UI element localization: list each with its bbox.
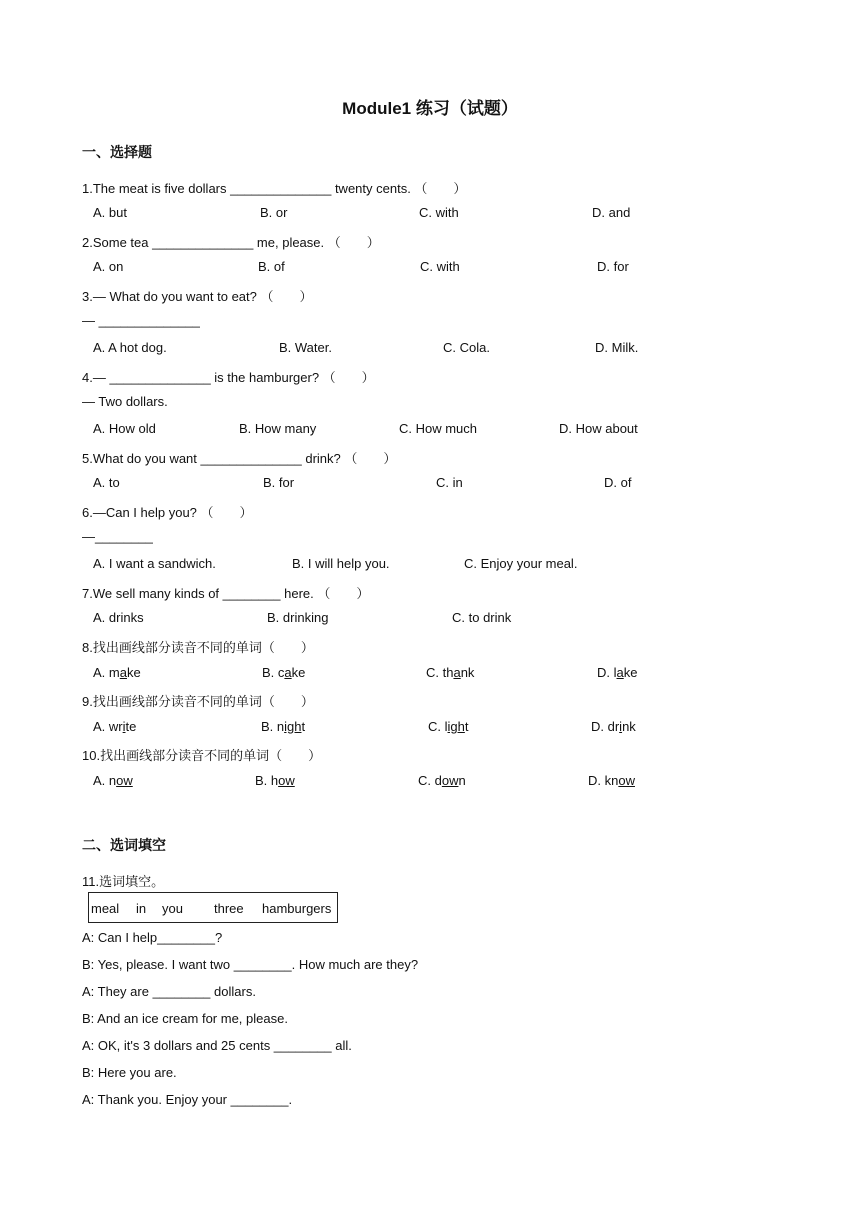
dialogue-line: A: They are ________ dollars. (82, 984, 256, 999)
question-7-stem: 7.We sell many kinds of ________ here. （ ） (82, 586, 370, 601)
question-5-option-d: D. of (604, 475, 632, 490)
question-10-option-a: A. now (93, 773, 133, 788)
question-10-option-c: C. down (418, 773, 466, 788)
question-9-option-b: B. night (261, 719, 306, 734)
word-bank-word: meal (91, 901, 120, 916)
question-6-option-a: A. I want a sandwich. (93, 556, 216, 571)
question-8-option-b: B. cake (262, 665, 306, 680)
question-10-option-d: D. know (588, 773, 635, 788)
question-1-option-b: B. or (260, 205, 288, 220)
question-9-option-d: D. drink (591, 719, 636, 734)
word-bank-word: you (162, 901, 183, 916)
dialogue-line: B: And an ice cream for me, please. (82, 1011, 288, 1026)
question-9-option-c: C. light (428, 719, 469, 734)
question-2-option-c: C. with (420, 259, 460, 274)
question-2-stem: 2.Some tea ______________ me, please. （ ） (82, 235, 380, 250)
question-7-option-b: B. drinking (267, 610, 329, 625)
question-1-option-a: A. but (93, 205, 127, 220)
dialogue-line: B: Here you are. (82, 1065, 177, 1080)
question-11-stem: 11.选词填空。 (82, 874, 165, 889)
question-1-option-c: C. with (419, 205, 459, 220)
word-bank-word: three (214, 901, 244, 916)
question-5-stem: 5.What do you want ______________ drink? （ ） (82, 451, 397, 466)
question-4-option-d: D. How about (559, 421, 638, 436)
word-bank-word: in (136, 901, 147, 916)
question-2-option-d: D. for (597, 259, 629, 274)
question-8-option-d: D. lake (597, 665, 638, 680)
section-heading-choice: 一、选择题 (82, 144, 152, 160)
question-10-stem: 10.找出画线部分读音不同的单词（ ） (82, 748, 322, 763)
question-4-stem: 4.— ______________ is the hamburger? （ ） (82, 370, 375, 385)
question-5-option-c: C. in (436, 475, 463, 490)
question-6-option-b: B. I will help you. (292, 556, 390, 571)
question-8-option-c: C. thank (426, 665, 475, 680)
question-3-option-c: C. Cola. (443, 340, 490, 355)
question-5-option-a: A. to (93, 475, 120, 490)
question-6-stem: 6.—Can I help you? （ ） (82, 505, 253, 520)
question-9-option-a: A. write (93, 719, 137, 734)
question-5-option-b: B. for (263, 475, 295, 490)
question-9-stem: 9.找出画线部分读音不同的单词（ ） (82, 694, 314, 709)
question-8-option-a: A. make (93, 665, 141, 680)
question-4-option-a: A. How old (93, 421, 156, 436)
question-4-option-c: C. How much (399, 421, 478, 436)
section-heading-fill: 二、选词填空 (82, 837, 166, 853)
question-3-stem: 3.— What do you want to eat? （ ） (82, 289, 313, 304)
question-7-option-a: A. drinks (93, 610, 144, 625)
question-2-option-b: B. of (258, 259, 285, 274)
word-bank-box (88, 892, 338, 923)
question-8-stem: 8.找出画线部分读音不同的单词（ ） (82, 640, 314, 655)
question-3-answer-line: — ______________ (82, 313, 200, 328)
dialogue-line: A: Can I help________? (82, 930, 223, 945)
word-bank-word: hamburgers (262, 901, 332, 916)
dialogue-line: A: Thank you. Enjoy your ________. (82, 1092, 293, 1107)
question-6-answer-line: —________ (82, 529, 153, 544)
page-title: Module1 练习（试题） (342, 99, 518, 118)
question-7-option-c: C. to drink (452, 610, 512, 625)
question-3-option-d: D. Milk. (595, 340, 639, 355)
question-10-option-b: B. how (255, 773, 295, 788)
dialogue-line: B: Yes, please. I want two ________. How much are they? (82, 957, 419, 972)
question-4-option-b: B. How many (239, 421, 317, 436)
dialogue-line: A: OK, it's 3 dollars and 25 cents ________ all. (82, 1038, 352, 1053)
question-6-option-c: C. Enjoy your meal. (464, 556, 578, 571)
question-1-option-d: D. and (592, 205, 631, 220)
question-3-option-b: B. Water. (279, 340, 332, 355)
question-1-stem: 1.The meat is five dollars ______________ twenty cents. （ ） (82, 181, 467, 196)
question-4-answer-line: — Two dollars. (82, 394, 168, 409)
question-3-option-a: A. A hot dog. (93, 340, 167, 355)
question-2-option-a: A. on (93, 259, 124, 274)
